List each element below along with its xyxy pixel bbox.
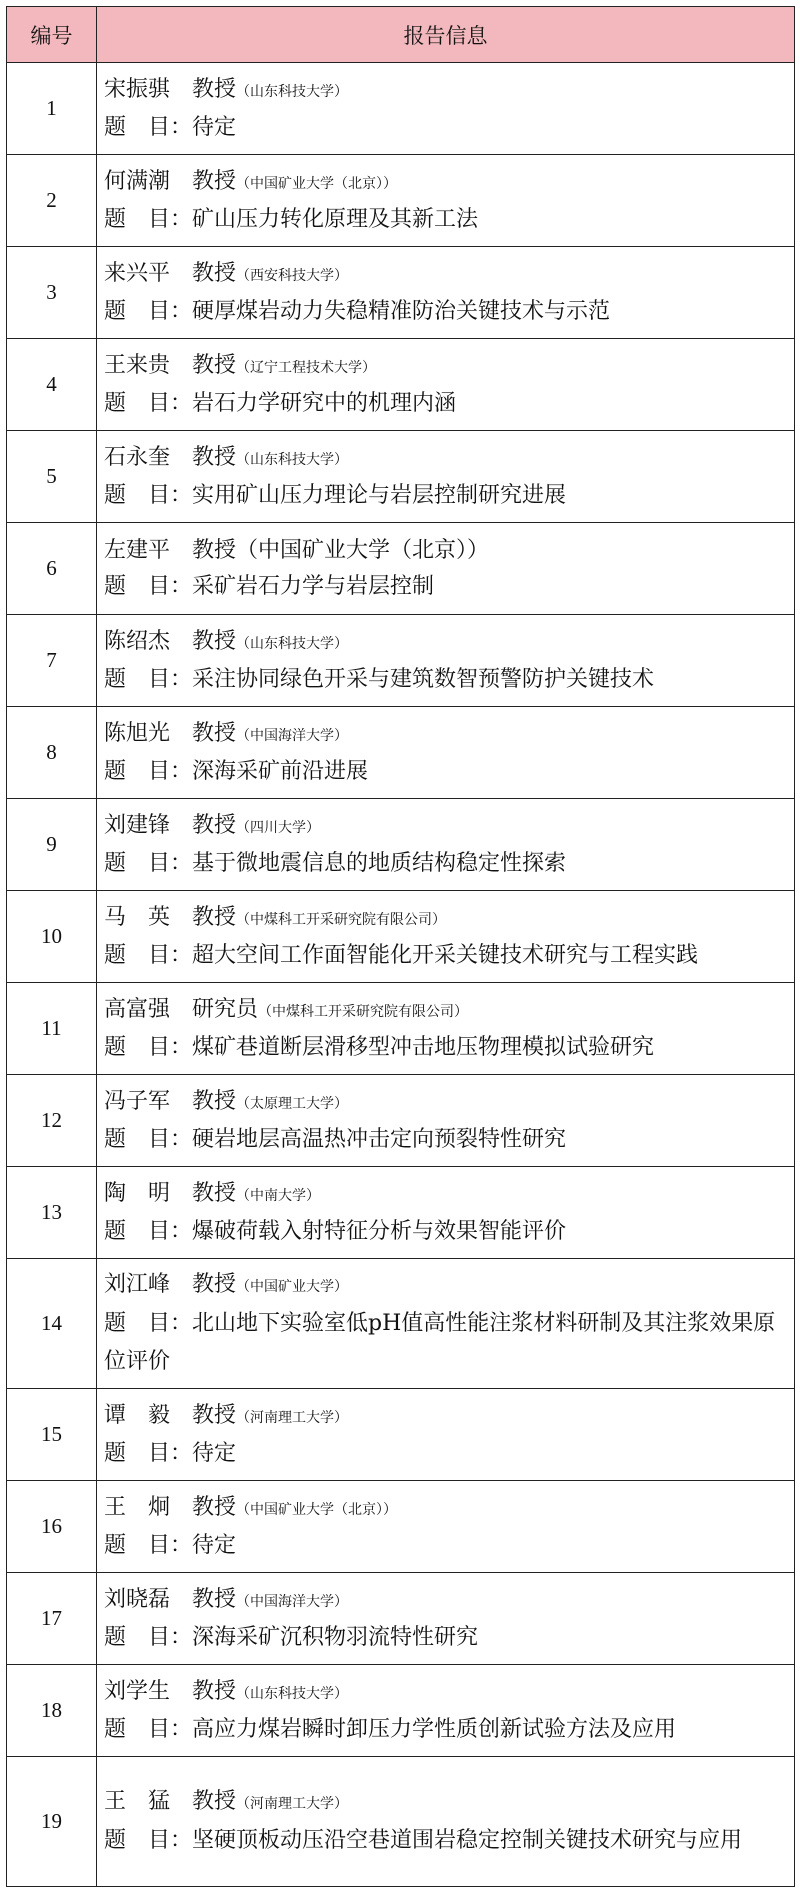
speaker-affiliation: （中煤科工开采研究院有限公司） xyxy=(236,911,447,928)
report-info-cell xyxy=(97,1665,795,1757)
speaker-title: 教授 xyxy=(192,1180,237,1206)
topic-label: 题 目： xyxy=(104,666,193,692)
topic-title: 坚硬顶板动压沿空巷道围岩稳定控制关键技术研究与应用 xyxy=(192,1827,743,1853)
speaker-affiliation: （河南理工大学） xyxy=(236,1409,349,1426)
speaker-line xyxy=(104,1176,788,1214)
speaker-affiliation: （中国矿业大学） xyxy=(236,1278,349,1295)
speaker-affiliation: （西安科技大学） xyxy=(236,267,349,284)
report-info-cell xyxy=(97,1757,795,1887)
table-header xyxy=(7,7,795,63)
speaker-affiliation: （中国海洋大学） xyxy=(236,1593,349,1610)
topic-title: 深海采矿前沿进展 xyxy=(192,758,369,784)
speaker-affiliation: （中国海洋大学） xyxy=(236,727,349,744)
speaker-title: 教授 xyxy=(192,1788,237,1814)
speaker-name: 王 猛 xyxy=(104,1788,171,1814)
topic-title: 高应力煤岩瞬时卸压力学性质创新试验方法及应用 xyxy=(192,1716,677,1742)
topic-label: 题 目： xyxy=(104,1310,193,1336)
table-row xyxy=(7,983,795,1075)
topic-line xyxy=(104,386,788,422)
topic-title: 矿山压力转化原理及其新工法 xyxy=(192,206,479,232)
row-number: 19 xyxy=(7,1757,97,1887)
topic-title: 煤矿巷道断层滑移型冲击地压物理模拟试验研究 xyxy=(192,1034,655,1060)
speaker-name: 刘学生 xyxy=(104,1678,171,1704)
table-row xyxy=(7,1075,795,1167)
speaker-name: 何满潮 xyxy=(104,168,171,194)
speaker-line xyxy=(104,1674,788,1712)
table-row xyxy=(7,707,795,799)
topic-label: 题 目： xyxy=(104,1440,193,1466)
row-number: 12 xyxy=(7,1075,97,1167)
report-schedule xyxy=(6,6,794,1887)
header-number: 编号 xyxy=(7,7,97,63)
topic-line xyxy=(104,938,788,974)
header-report-info: 报告信息 xyxy=(97,7,795,63)
topic-title: 实用矿山压力理论与岩层控制研究进展 xyxy=(192,482,567,508)
topic-title: 爆破荷载入射特征分析与效果智能评价 xyxy=(192,1218,567,1244)
speaker-title: 教授 xyxy=(192,1678,237,1704)
table-row xyxy=(7,891,795,983)
speaker-name: 陈旭光 xyxy=(104,720,171,746)
table-row xyxy=(7,799,795,891)
row-number: 4 xyxy=(7,339,97,431)
speaker-name: 刘晓磊 xyxy=(104,1586,171,1612)
report-info-cell xyxy=(97,155,795,247)
speaker-name: 王 炯 xyxy=(104,1494,171,1520)
table-row xyxy=(7,1259,795,1389)
topic-title: 硬岩地层高温热冲击定向预裂特性研究 xyxy=(192,1126,567,1152)
speaker-title: 教授 xyxy=(192,444,237,470)
topic-line xyxy=(104,478,788,514)
speaker-affiliation: （山东科技大学） xyxy=(236,83,349,100)
topic-label: 题 目： xyxy=(104,573,193,599)
report-info-cell xyxy=(97,615,795,707)
topic-label: 题 目： xyxy=(104,1034,193,1060)
speaker-name: 高富强 xyxy=(104,996,171,1022)
row-number: 16 xyxy=(7,1481,97,1573)
speaker-affiliation: （辽宁工程技术大学） xyxy=(236,359,377,376)
speaker-affiliation: （四川大学） xyxy=(236,819,321,836)
topic-label: 题 目： xyxy=(104,114,193,140)
topic-line xyxy=(104,754,788,790)
topic-label: 题 目： xyxy=(104,298,193,324)
topic-title: 北山地下实验室低pH值高性能注浆材料研制及其注浆效果原位评价 xyxy=(104,1310,776,1374)
row-number: 3 xyxy=(7,247,97,339)
report-info-cell xyxy=(97,1481,795,1573)
table-row xyxy=(7,63,795,155)
speaker-line xyxy=(104,624,788,662)
speaker-name: 陈绍杰 xyxy=(104,628,171,654)
topic-line xyxy=(104,1712,788,1748)
speaker-affiliation: （河南理工大学） xyxy=(236,1795,349,1812)
topic-line xyxy=(104,569,788,605)
report-info-cell xyxy=(97,983,795,1075)
report-info-cell xyxy=(97,523,795,615)
speaker-name: 刘建锋 xyxy=(104,812,171,838)
row-number: 17 xyxy=(7,1573,97,1665)
speaker-name: 谭 毅 xyxy=(104,1402,171,1428)
speaker-title: 教授 xyxy=(192,1088,237,1114)
topic-label: 题 目： xyxy=(104,942,193,968)
speaker-line xyxy=(104,992,788,1030)
row-number: 11 xyxy=(7,983,97,1075)
topic-line xyxy=(104,202,788,238)
speaker-affiliation: （山东科技大学） xyxy=(236,1685,349,1702)
topic-label: 题 目： xyxy=(104,1624,193,1650)
speaker-name: 石永奎 xyxy=(104,444,171,470)
row-number: 7 xyxy=(7,615,97,707)
topic-label: 题 目： xyxy=(104,850,193,876)
topic-line xyxy=(104,846,788,882)
speaker-line xyxy=(104,1267,788,1305)
row-number: 13 xyxy=(7,1167,97,1259)
speaker-line xyxy=(104,440,788,478)
topic-label: 题 目： xyxy=(104,1126,193,1152)
report-info-cell xyxy=(97,1259,795,1389)
row-number: 10 xyxy=(7,891,97,983)
table-row xyxy=(7,155,795,247)
speaker-line xyxy=(104,348,788,386)
topic-label: 题 目： xyxy=(104,1827,193,1853)
table-row xyxy=(7,1573,795,1665)
speaker-name: 来兴平 xyxy=(104,260,171,286)
table-row xyxy=(7,1481,795,1573)
speaker-title: 教授 xyxy=(192,720,237,746)
speaker-affiliation: （中国矿业大学（北京）） xyxy=(236,175,398,192)
table-row xyxy=(7,339,795,431)
row-number: 8 xyxy=(7,707,97,799)
topic-label: 题 目： xyxy=(104,1532,193,1558)
topic-label: 题 目： xyxy=(104,758,193,784)
topic-line xyxy=(104,1620,788,1656)
speaker-title: 教授 xyxy=(192,812,237,838)
speaker-line xyxy=(104,1582,788,1620)
topic-title: 基于微地震信息的地质结构稳定性探索 xyxy=(192,850,567,876)
report-info-cell xyxy=(97,431,795,523)
topic-label: 题 目： xyxy=(104,390,193,416)
table-row xyxy=(7,1757,795,1887)
speaker-name: 冯子军 xyxy=(104,1088,171,1114)
topic-title: 深海采矿沉积物羽流特性研究 xyxy=(192,1624,479,1650)
topic-line xyxy=(104,1528,788,1564)
report-table xyxy=(6,6,795,1887)
speaker-affiliation: （中煤科工开采研究院有限公司） xyxy=(258,1003,469,1020)
speaker-title: 教授 xyxy=(192,260,237,286)
speaker-name: 马 英 xyxy=(104,904,171,930)
topic-line xyxy=(104,662,788,698)
report-info-cell xyxy=(97,1167,795,1259)
speaker-name: 左建平 xyxy=(104,537,171,563)
topic-line xyxy=(104,1822,788,1860)
topic-title: 超大空间工作面智能化开采关键技术研究与工程实践 xyxy=(192,942,699,968)
row-number: 5 xyxy=(7,431,97,523)
table-row xyxy=(7,431,795,523)
table-row xyxy=(7,247,795,339)
row-number: 14 xyxy=(7,1259,97,1389)
row-number: 18 xyxy=(7,1665,97,1757)
topic-line xyxy=(104,1436,788,1472)
speaker-name: 刘江峰 xyxy=(104,1271,171,1297)
topic-title: 待定 xyxy=(192,1440,237,1466)
speaker-title: 教授 xyxy=(192,537,237,563)
report-info-cell xyxy=(97,799,795,891)
table-row xyxy=(7,523,795,615)
speaker-line xyxy=(104,256,788,294)
topic-label: 题 目： xyxy=(104,1716,193,1742)
speaker-title: 教授 xyxy=(192,1402,237,1428)
speaker-title: 教授 xyxy=(192,168,237,194)
topic-title: 采矿岩石力学与岩层控制 xyxy=(192,573,435,599)
speaker-affiliation: （中南大学） xyxy=(236,1187,321,1204)
topic-line xyxy=(104,294,788,330)
speaker-line xyxy=(104,1784,788,1822)
speaker-title: 教授 xyxy=(192,1271,237,1297)
speaker-line xyxy=(104,808,788,846)
speaker-line xyxy=(104,72,788,110)
speaker-affiliation: （山东科技大学） xyxy=(236,635,349,652)
speaker-line xyxy=(104,1490,788,1528)
row-number: 9 xyxy=(7,799,97,891)
row-number: 1 xyxy=(7,63,97,155)
speaker-line xyxy=(104,900,788,938)
speaker-title: 教授 xyxy=(192,76,237,102)
speaker-title: 教授 xyxy=(192,904,237,930)
topic-line xyxy=(104,1214,788,1250)
speaker-line xyxy=(104,164,788,202)
topic-label: 题 目： xyxy=(104,482,193,508)
topic-line xyxy=(104,110,788,146)
speaker-affiliation: （中国矿业大学（北京）） xyxy=(236,537,490,563)
topic-title: 采注协同绿色开采与建筑数智预警防护关键技术 xyxy=(192,666,655,692)
report-info-cell xyxy=(97,1075,795,1167)
speaker-title: 教授 xyxy=(192,1494,237,1520)
report-info-cell xyxy=(97,1573,795,1665)
speaker-line xyxy=(104,533,788,569)
row-number: 6 xyxy=(7,523,97,615)
speaker-title: 教授 xyxy=(192,628,237,654)
report-info-cell xyxy=(97,707,795,799)
speaker-title: 教授 xyxy=(192,352,237,378)
speaker-line xyxy=(104,1398,788,1436)
topic-title: 待定 xyxy=(192,1532,237,1558)
topic-title: 待定 xyxy=(192,114,237,140)
speaker-affiliation: （中国矿业大学（北京）） xyxy=(236,1501,398,1518)
table-row xyxy=(7,1167,795,1259)
topic-label: 题 目： xyxy=(104,1218,193,1244)
row-number: 15 xyxy=(7,1389,97,1481)
speaker-title: 教授 xyxy=(192,1586,237,1612)
table-row xyxy=(7,615,795,707)
speaker-affiliation: （山东科技大学） xyxy=(236,451,349,468)
topic-title: 硬厚煤岩动力失稳精准防治关键技术与示范 xyxy=(192,298,611,324)
row-number: 2 xyxy=(7,155,97,247)
report-info-cell xyxy=(97,63,795,155)
report-info-cell xyxy=(97,339,795,431)
speaker-name: 陶 明 xyxy=(104,1180,171,1206)
speaker-name: 王来贵 xyxy=(104,352,171,378)
report-info-cell xyxy=(97,1389,795,1481)
report-info-cell xyxy=(97,247,795,339)
topic-line xyxy=(104,1030,788,1066)
topic-line xyxy=(104,1122,788,1158)
speaker-name: 宋振骐 xyxy=(104,76,171,102)
topic-title: 岩石力学研究中的机理内涵 xyxy=(192,390,457,416)
report-info-cell xyxy=(97,891,795,983)
speaker-affiliation: （太原理工大学） xyxy=(236,1095,349,1112)
topic-label: 题 目： xyxy=(104,206,193,232)
table-row xyxy=(7,1665,795,1757)
table-row xyxy=(7,1389,795,1481)
topic-line xyxy=(104,1305,788,1381)
speaker-line xyxy=(104,716,788,754)
speaker-title: 研究员 xyxy=(192,996,259,1022)
speaker-line xyxy=(104,1084,788,1122)
